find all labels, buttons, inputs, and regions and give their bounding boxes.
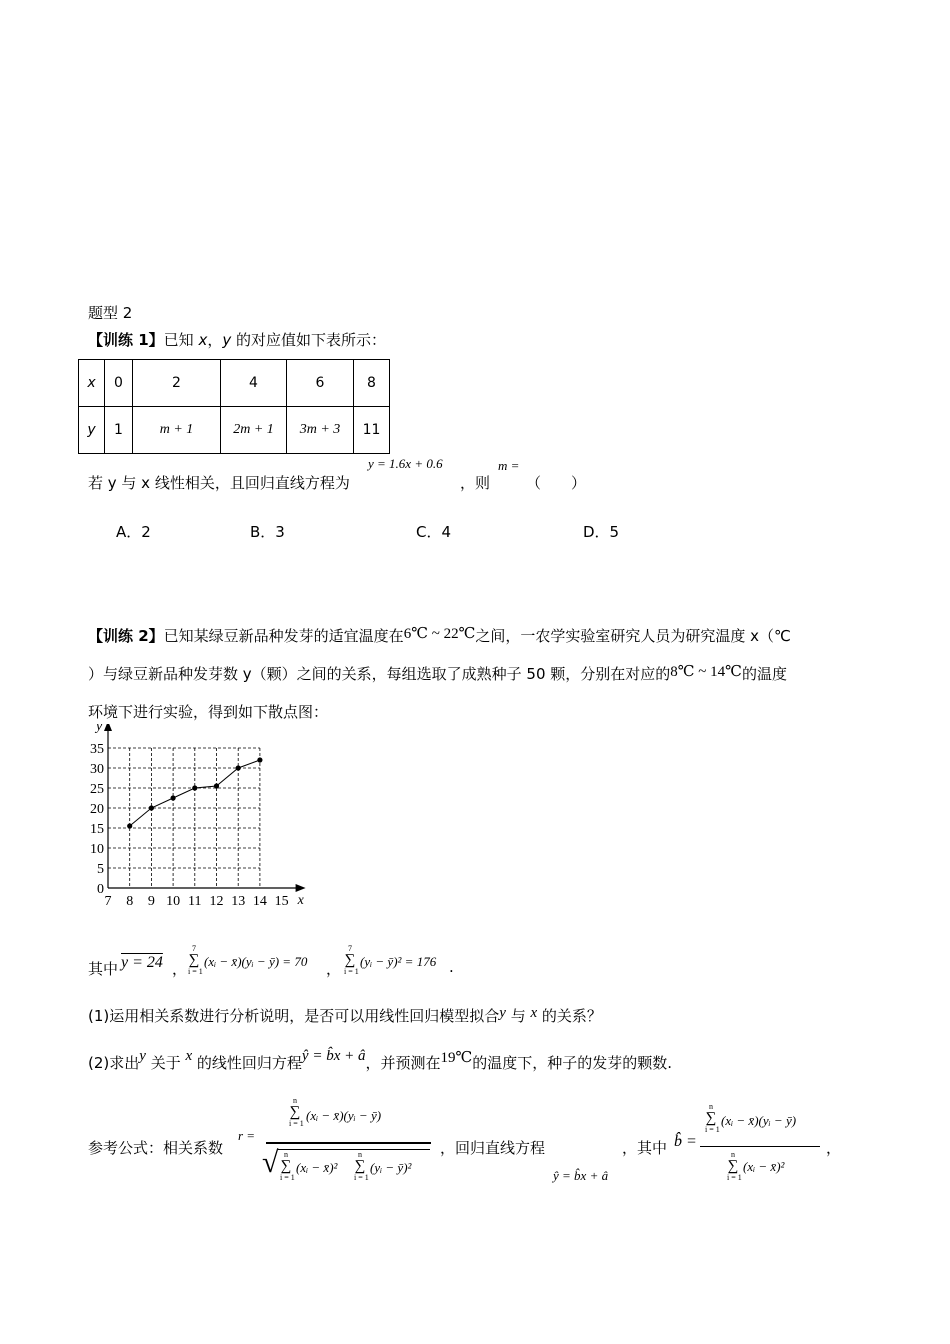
reference-mid: ，回归直线方程 xyxy=(440,1139,546,1157)
sum-bottom: i = 1 xyxy=(354,1173,369,1182)
r-denominator-2: (yᵢ − ȳ)² xyxy=(370,1160,412,1175)
sigma-icon: ∑ xyxy=(289,1104,301,1120)
sum-top: n xyxy=(709,1102,713,1111)
given-period: . xyxy=(449,958,454,976)
question-1-y: y xyxy=(499,1005,506,1021)
y-tick-label: 35 xyxy=(90,742,104,757)
data-point xyxy=(127,823,132,828)
b-equals: b̂ = xyxy=(674,1133,697,1150)
reference-end: ， xyxy=(826,1139,842,1157)
x-axis-label: x xyxy=(297,893,304,908)
table-cell: 1 xyxy=(105,407,133,454)
question-2-text-d: 的温度下，种子的发芽的颗数. xyxy=(472,1054,673,1072)
sum-bottom: i = 1 xyxy=(289,1119,304,1128)
x-tick-label: 13 xyxy=(231,894,246,909)
y-axis-arrow-icon xyxy=(104,724,112,731)
data-point xyxy=(192,785,197,790)
x-tick-label: 8 xyxy=(126,894,134,909)
table-cell: y xyxy=(79,407,105,454)
question-2-y-hat: y xyxy=(139,1048,146,1064)
sigma-icon: ∑ xyxy=(705,1110,717,1126)
section-title: 题型 2 xyxy=(88,304,133,322)
table-cell: 2 xyxy=(133,360,221,407)
data-point xyxy=(257,757,262,762)
line-2-text-b: 的温度 xyxy=(741,665,787,683)
question-then: ，则 xyxy=(460,474,491,492)
x-tick-label: 12 xyxy=(209,894,224,909)
reference-label: 参考公式：相关系数 xyxy=(88,1139,224,1157)
option-b: B．3 xyxy=(250,523,285,541)
given-comma-1: ， xyxy=(172,960,188,978)
question-2-temperature: 19℃ xyxy=(440,1050,473,1066)
y-tick-label: 20 xyxy=(90,802,104,817)
y-tick-label: 25 xyxy=(90,782,104,797)
regression-equation: y = 1.6x + 0.6 xyxy=(368,456,443,471)
question-2-text-a: (2)求出 xyxy=(88,1054,140,1072)
sigma-icon: ∑ xyxy=(280,1158,292,1174)
option-c: C．4 xyxy=(416,523,452,541)
data-point xyxy=(214,783,219,788)
sum-1-top: 7 xyxy=(192,944,196,953)
table-cell: m + 1 xyxy=(133,407,221,454)
line-1-text-a: 已知某绿豆新品种发芽的适宜温度在 xyxy=(163,627,404,645)
question-2-text-c: ，并预测在 xyxy=(365,1054,441,1072)
exercise-1-tag: 【训练 1】 xyxy=(88,331,164,349)
question-2 xyxy=(88,1048,673,1073)
y-tick-label: 0 xyxy=(97,882,104,897)
b-denominator: (xᵢ − x̄)² xyxy=(743,1159,785,1174)
sum-bottom: i = 1 xyxy=(280,1173,295,1182)
intro-text-a: 已知 xyxy=(163,331,199,349)
given-label: 其中 xyxy=(88,960,119,978)
r-equals: r = xyxy=(238,1128,256,1143)
sum-top: n xyxy=(731,1150,735,1159)
exercise-1-intro xyxy=(88,329,386,350)
sqrt-icon: √ xyxy=(262,1146,279,1179)
r-den-sum-1 xyxy=(280,1150,295,1182)
x-tick-label: 15 xyxy=(274,894,289,909)
scatter-plot xyxy=(88,724,328,910)
sum-1-expression: (xᵢ − x̄)(yᵢ − ȳ) = 70 xyxy=(204,954,308,969)
intro-y: y xyxy=(222,331,232,349)
y-tick-label: 10 xyxy=(90,842,104,857)
table-cell: 4 xyxy=(221,360,287,407)
sigma-icon: ∑ xyxy=(188,952,200,968)
table-cell: 8 xyxy=(354,360,390,407)
sum-2-bottom: i = 1 xyxy=(344,967,359,976)
table-row-y xyxy=(79,407,390,454)
x-tick-label: 10 xyxy=(166,894,181,909)
intro-sep: ， xyxy=(207,331,223,349)
r-den-sum-2 xyxy=(354,1150,369,1182)
sigma-icon: ∑ xyxy=(354,1158,366,1174)
table-row-x xyxy=(79,360,390,407)
question-2-mid: 关于 xyxy=(145,1054,186,1072)
x-tick-label: 11 xyxy=(188,894,202,909)
y-tick-label: 30 xyxy=(90,762,104,777)
sum-top: n xyxy=(358,1150,362,1159)
sum-2-symbol xyxy=(344,944,359,976)
x-axis-arrow-icon xyxy=(296,884,306,892)
r-fraction-bar xyxy=(266,1142,431,1144)
question-1-text-a: (1)运用相关系数进行分析说明，是否可以用线性回归模型拟合 xyxy=(88,1007,500,1025)
sum-1-bottom: i = 1 xyxy=(188,967,203,976)
line-1-text-b: 之间，一农学实验室研究人员为研究温度 x（℃ xyxy=(475,627,791,645)
y-tick-label: 5 xyxy=(97,862,104,877)
line-2-text-a: ）与绿豆新品种发芽数 y（颗）之间的关系，每组选取了成熟种子 50 颗，分别在对应的 xyxy=(88,665,671,683)
intro-x: x xyxy=(198,331,208,349)
b-fraction-bar xyxy=(700,1146,820,1147)
question-2-text-b: 的线性回归方程 xyxy=(192,1054,302,1072)
r-denominator-1: (xᵢ − x̄)² xyxy=(296,1160,338,1175)
sum-bottom: i = 1 xyxy=(705,1125,720,1134)
sum-bottom: i = 1 xyxy=(727,1173,742,1182)
sum-1-symbol xyxy=(188,944,203,976)
x-tick-label: 9 xyxy=(147,894,155,909)
data-point xyxy=(171,795,176,800)
exercise-2-tag: 【训练 2】 xyxy=(88,627,164,645)
y-tick-label: 15 xyxy=(90,822,104,837)
intro-text-b: 的对应值如下表所示： xyxy=(231,331,387,349)
option-a: A．2 xyxy=(116,523,151,541)
sum-2-top: 7 xyxy=(348,944,352,953)
data-point xyxy=(236,765,241,770)
reference-where: ，其中 xyxy=(622,1139,668,1157)
answer-paren: （ ） xyxy=(526,474,587,492)
xy-table xyxy=(78,359,390,454)
b-numerator: (xᵢ − x̄)(yᵢ − ȳ) xyxy=(721,1113,797,1128)
temperature-range-1: 6℃ ~ 22℃ xyxy=(403,626,476,642)
sum-2-expression: (yᵢ − ȳ)² = 176 xyxy=(360,954,437,969)
sigma-icon: ∑ xyxy=(727,1158,739,1174)
data-point xyxy=(149,805,154,810)
b-num-sum xyxy=(705,1102,720,1134)
exercise-1-question: 若 y 与 x 线性相关，且回归直线方程为 xyxy=(88,474,350,492)
x-tick-label: 7 xyxy=(104,894,112,909)
temperature-range-2: 8℃ ~ 14℃ xyxy=(670,664,742,680)
table-cell: 0 xyxy=(105,360,133,407)
question-2-regression: ŷ = b̂x + â xyxy=(301,1048,366,1064)
table-cell: 11 xyxy=(354,407,390,454)
chart-tick-labels xyxy=(90,724,305,909)
exercise-2-line-3: 环境下进行实验，得到如下散点图： xyxy=(88,703,329,721)
question-1-text-b: 的关系？ xyxy=(537,1007,602,1025)
question-2-x-hat: x xyxy=(185,1048,193,1064)
exercise-2-line-2 xyxy=(88,663,787,684)
table-cell: 6 xyxy=(287,360,354,407)
sum-top: n xyxy=(284,1150,288,1159)
b-den-sum xyxy=(727,1150,742,1182)
question-1-mid: 与 xyxy=(505,1007,531,1025)
given-comma-2: ， xyxy=(326,960,342,978)
y-bar-equation xyxy=(121,954,163,972)
exercise-2-line-1 xyxy=(88,625,791,646)
question-1-x: x xyxy=(530,1005,538,1021)
y-axis-label: y xyxy=(96,724,103,734)
sigma-icon: ∑ xyxy=(344,952,356,968)
question-1 xyxy=(88,1005,602,1026)
option-d: D．5 xyxy=(583,523,620,541)
r-numerator: (xᵢ − x̄)(yᵢ − ȳ) xyxy=(306,1108,382,1123)
m-equals: m = xyxy=(498,458,520,473)
reference-regression: ŷ = b̂x + â xyxy=(553,1168,609,1183)
table-cell: x xyxy=(79,360,105,407)
table-cell: 3m + 3 xyxy=(287,407,354,454)
x-tick-label: 14 xyxy=(252,894,267,909)
table-cell: 2m + 1 xyxy=(221,407,287,454)
r-num-sum xyxy=(289,1096,304,1128)
y-bar: y = 24 xyxy=(121,954,163,971)
sum-top: n xyxy=(293,1096,297,1105)
